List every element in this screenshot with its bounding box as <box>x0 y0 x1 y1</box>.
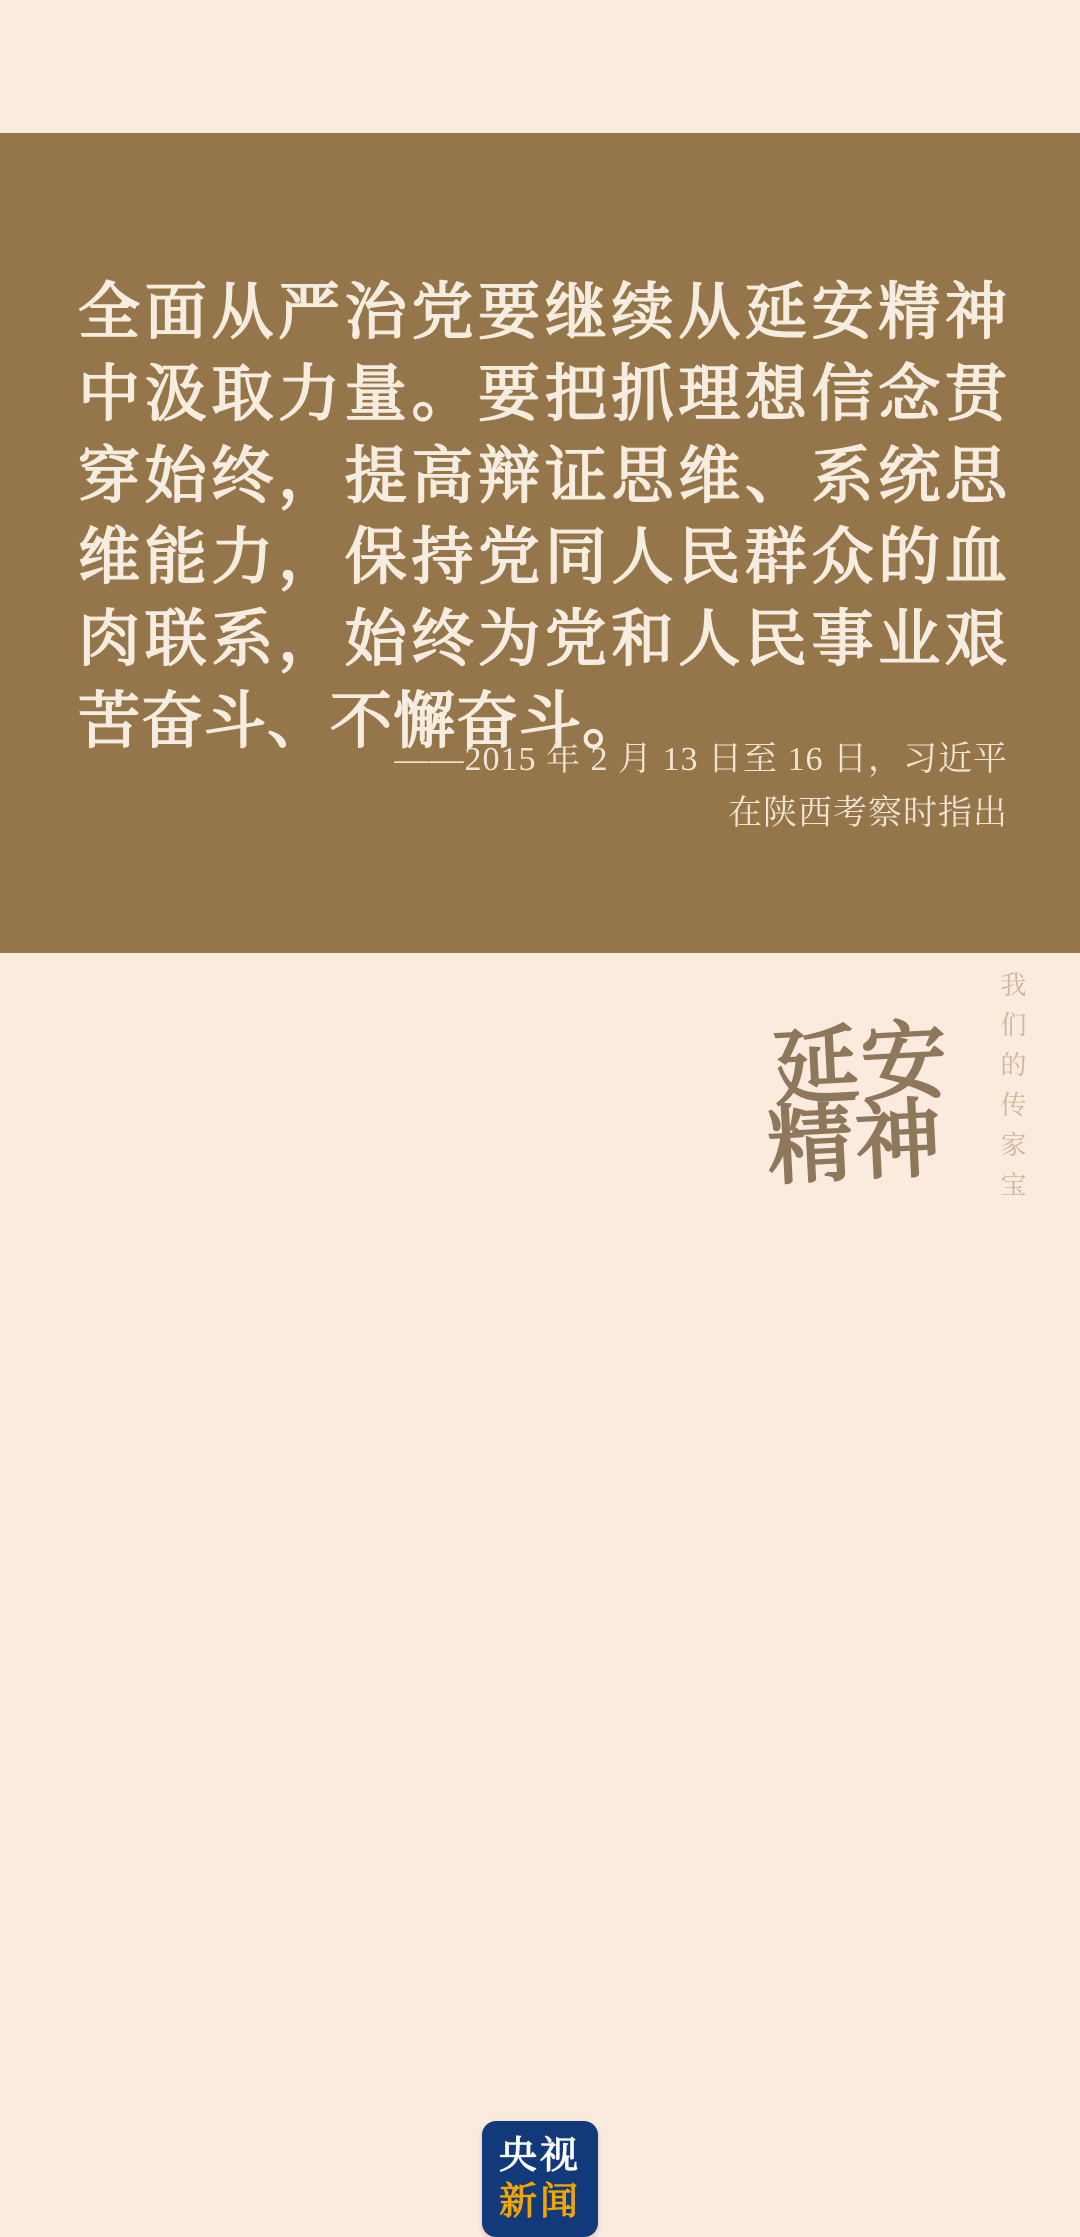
calligraphy-block <box>730 953 1050 1283</box>
quote-text: 全面从严治党要继续从延安精神中汲取力量。要把抓理想信念贯穿始终，提高辩证思维、系统思维能力，保持党同人民群众的血肉联系，始终为党和人民事业艰苦奋斗、不懈奋斗。 <box>78 279 1008 757</box>
bottom-area <box>0 953 1080 2223</box>
calligraphy-title-row-1: 延安 <box>770 1012 952 1118</box>
calligraphy-title-row-2: 精神 <box>764 1090 946 1196</box>
series-label-vertical: 我们的传家宝 <box>997 971 1026 1211</box>
quote-panel <box>0 133 1080 953</box>
top-margin-strip <box>0 0 1080 133</box>
logo-top-text: 央视 <box>498 2135 581 2177</box>
attribution-line-1: ——2015 年 2 月 13 日至 16 日，习近平 <box>394 741 1008 778</box>
calligraphy-title <box>761 1012 999 1196</box>
cctv-news-logo <box>482 2121 598 2237</box>
quote-attribution <box>78 733 1008 842</box>
attribution-line-2: 在陕西考察时指出 <box>728 795 1008 833</box>
logo-bottom-text: 新闻 <box>498 2181 581 2223</box>
